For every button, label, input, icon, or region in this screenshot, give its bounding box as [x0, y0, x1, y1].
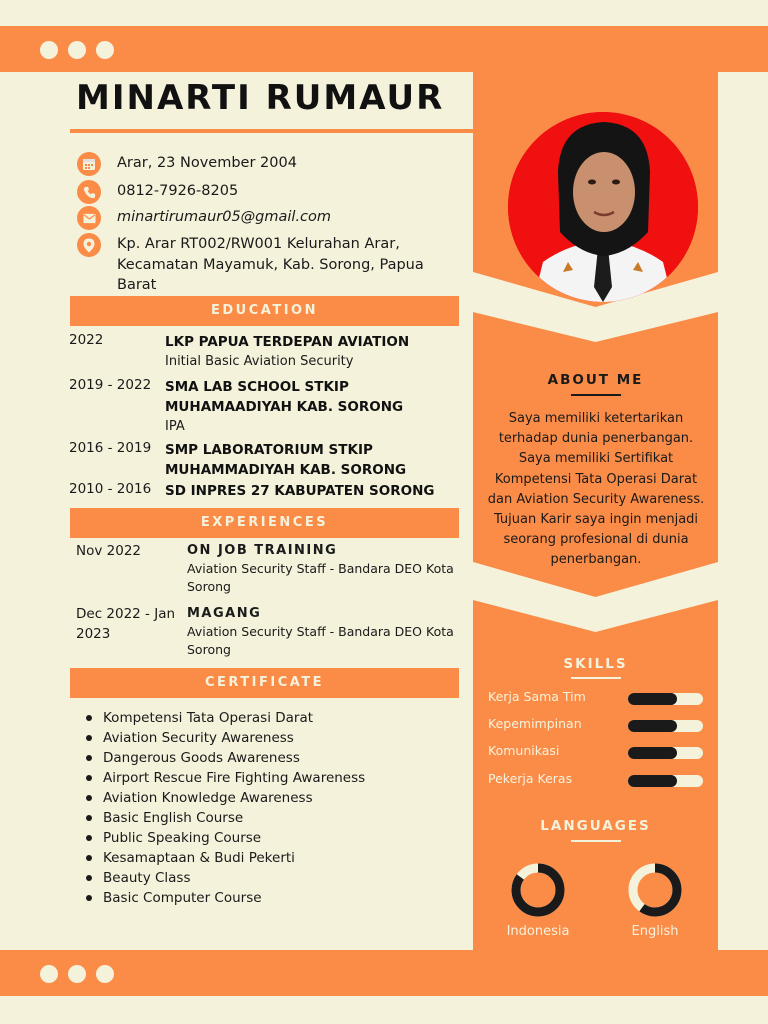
- dot: [40, 41, 58, 59]
- dot: [96, 965, 114, 983]
- bottom-dots: [40, 965, 114, 983]
- skill-name: Pekerja Keras: [488, 771, 573, 786]
- experience-title: MAGANG: [187, 606, 262, 621]
- experience-date: Dec 2022 - Jan 2023: [76, 606, 176, 642]
- top-dots: [40, 41, 114, 59]
- experience-detail: Aviation Security Staff - Bandara DEO Kota Sorong: [187, 561, 454, 594]
- phone-text: 0812-7926-8205: [117, 183, 239, 199]
- languages-divider: [571, 840, 621, 842]
- language-name: English: [631, 924, 679, 939]
- skill-name: Kepemimpinan: [488, 716, 582, 731]
- about-text: Saya memiliki ketertarikan terhadap dunia penerbangan. Saya memiliki Sertifikat Kompetensi Tata Operasi Darat dan Aviation Security Awareness. Tujuan Karir saya ingin menjadi seorang profesional di dunia penerbangan.: [487, 411, 705, 568]
- list-item: Kesamaptaan & Budi Pekerti: [86, 848, 365, 868]
- experience-detail: Aviation Security Staff - Bandara DEO Kota Sorong: [187, 624, 454, 657]
- portrait-graphic: [508, 112, 698, 302]
- skill-item: [488, 689, 708, 709]
- email-icon: [77, 206, 101, 230]
- list-item: Basic English Course: [86, 808, 365, 828]
- education-school: SD INPRES 27 KABUPATEN SORONG: [165, 483, 435, 499]
- education-year: 2022: [69, 332, 104, 348]
- skill-bar-fill: [628, 775, 677, 787]
- language-ring: [508, 860, 568, 920]
- list-item: Basic Computer Course: [86, 888, 365, 908]
- skill-name: Komunikasi: [488, 743, 560, 758]
- list-item: Aviation Knowledge Awareness: [86, 788, 365, 808]
- dot: [40, 965, 58, 983]
- skill-bar-fill: [628, 747, 677, 759]
- skill-item: [488, 743, 708, 763]
- education-body: [165, 377, 465, 437]
- skills-heading: SKILLS: [563, 656, 628, 672]
- skill-item: [488, 771, 708, 791]
- experiences-heading: EXPERIENCES: [70, 508, 459, 538]
- experience-body: [187, 541, 457, 596]
- skill-bar: [628, 720, 703, 732]
- dot: [68, 965, 86, 983]
- language-item: [610, 860, 700, 939]
- certificate-list: [86, 708, 365, 908]
- page-title: MINARTI RUMAUR: [76, 78, 445, 118]
- list-item: Aviation Security Awareness: [86, 728, 365, 748]
- languages-heading: LANGUAGES: [540, 818, 651, 834]
- language-item: [493, 860, 583, 939]
- skill-bar-fill: [628, 720, 677, 732]
- dot: [68, 41, 86, 59]
- language-name: Indonesia: [506, 924, 570, 939]
- top-bar: [0, 26, 768, 72]
- education-body: [165, 481, 465, 501]
- address-text: Kp. Arar RT002/RW001 Kelurahan Arar, Kecamatan Mayamuk, Kab. Sorong, Papua Barat: [117, 236, 424, 293]
- list-item: Airport Rescue Fire Fighting Awareness: [86, 768, 365, 788]
- education-body: [165, 440, 465, 480]
- location-icon: [77, 233, 101, 257]
- experience-body: [187, 604, 457, 659]
- education-body: [165, 332, 465, 372]
- list-item: Kompetensi Tata Operasi Darat: [86, 708, 365, 728]
- education-school: LKP PAPUA TERDEPAN AVIATION: [165, 334, 410, 350]
- skill-bar: [628, 747, 703, 759]
- certificate-heading: CERTIFICATE: [70, 668, 459, 698]
- skill-bar-fill: [628, 693, 677, 705]
- calendar-icon: [77, 152, 101, 176]
- skill-bar: [628, 693, 703, 705]
- birth-text: Arar, 23 November 2004: [117, 155, 297, 171]
- profile-photo: [508, 112, 698, 302]
- skill-item: [488, 716, 708, 736]
- title-underline: [70, 129, 473, 133]
- education-year: 2016 - 2019: [69, 440, 152, 456]
- bottom-bar: [0, 950, 768, 996]
- education-heading: EDUCATION: [70, 296, 459, 326]
- about-divider: [571, 394, 621, 396]
- skill-name: Kerja Sama Tim: [488, 689, 586, 704]
- language-ring: [625, 860, 685, 920]
- list-item: Public Speaking Course: [86, 828, 365, 848]
- skills-divider: [571, 677, 621, 679]
- experience-title: ON JOB TRAINING: [187, 543, 338, 558]
- list-item: Beauty Class: [86, 868, 365, 888]
- dot: [96, 41, 114, 59]
- experience-date: Nov 2022: [76, 543, 141, 559]
- skill-bar: [628, 775, 703, 787]
- about-heading: ABOUT ME: [547, 372, 644, 388]
- education-school: SMA LAB SCHOOL STKIP MUHAMAADIYAH KAB. SORONG: [165, 379, 404, 415]
- email-text[interactable]: minartirumaur05@gmail.com: [117, 209, 332, 225]
- education-school: SMP LABORATORIUM STKIP MUHAMMADIYAH KAB. SORONG: [165, 442, 407, 478]
- list-item: Dangerous Goods Awareness: [86, 748, 365, 768]
- education-detail: Initial Basic Aviation Security: [165, 354, 354, 369]
- phone-icon: [77, 180, 101, 204]
- education-year: 2010 - 2016: [69, 481, 152, 497]
- education-year: 2019 - 2022: [69, 377, 152, 393]
- education-detail: IPA: [165, 419, 185, 434]
- right-column: [473, 72, 718, 950]
